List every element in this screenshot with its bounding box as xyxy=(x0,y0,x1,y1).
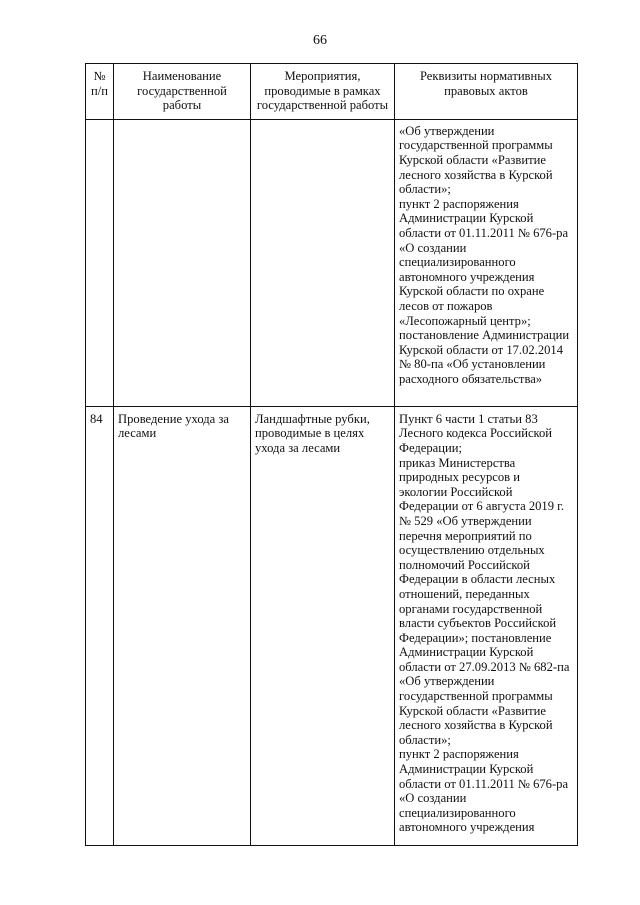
cell-text-line: «Лесопожарный центр»; xyxy=(399,313,531,328)
cell-text-line: Курской области по охране xyxy=(399,284,545,299)
cell-text-line: лесов от пожаров xyxy=(399,298,493,313)
header-text-line: Мероприятия, xyxy=(284,69,361,83)
cell-text-line: осуществлению отдельных xyxy=(399,543,545,558)
cell-text-line: «О создании xyxy=(399,791,467,806)
header-work-name xyxy=(114,64,251,120)
table-row xyxy=(86,406,578,845)
row-activities-cell xyxy=(251,406,395,845)
cell-text-line: органами государственной xyxy=(399,601,543,616)
cell-text-line: государственной программы xyxy=(399,138,553,153)
header-text-line: № xyxy=(93,69,106,83)
cell-text-line: приказ Министерства xyxy=(399,455,516,470)
cell-text-line: ухода за лесами xyxy=(255,440,341,455)
cell-text-line: Федерации»; постановление xyxy=(399,630,552,645)
cell-text-line: Администрации Курской xyxy=(399,645,534,660)
cell-text-line: Ландшафтные рубки, xyxy=(255,411,370,426)
cell-text-line: области»; xyxy=(399,732,451,747)
cell-text-line: лесного хозяйства в Курской xyxy=(399,718,553,733)
cell-text-line: государственной программы xyxy=(399,689,553,704)
header-regulatory-acts xyxy=(395,64,578,120)
header-text-line: государственной работы xyxy=(256,98,389,113)
page-number: 66 xyxy=(313,33,327,48)
cell-text-line: Пункт 6 части 1 статьи 83 xyxy=(399,411,538,426)
row-acts-cell xyxy=(395,119,578,406)
cell-text-line: «Об утверждении xyxy=(399,123,495,138)
cell-text-line: расходного обязательства» xyxy=(399,371,543,386)
cell-text-line: № 529 «Об утверждении xyxy=(399,513,532,528)
cell-text-line: отношений, переданных xyxy=(399,586,530,601)
cell-text-line: Проведение ухода за xyxy=(118,411,229,426)
header-text-line: работы xyxy=(162,98,202,113)
row-work-name-cell xyxy=(114,406,251,845)
cell-text-line: Федерации; xyxy=(399,440,462,455)
header-number xyxy=(86,64,114,120)
cell-text-line: пункт 2 распоряжения xyxy=(399,747,519,762)
cell-text-line: лесного хозяйства в Курской xyxy=(399,167,553,182)
cell-text-line: Курской области «Развитие xyxy=(399,152,546,167)
table-row xyxy=(86,119,578,406)
header-text-line: п/п xyxy=(91,83,108,98)
cell-text-line: власти субъектов Российской xyxy=(399,616,557,631)
header-text-line: государственной xyxy=(137,83,227,98)
cell-text-line: Федерации в области лесных xyxy=(399,572,556,587)
row-number-cell xyxy=(86,119,114,406)
cell-text-line: автономного учреждения xyxy=(399,820,535,835)
row-work-name-cell xyxy=(114,119,251,406)
cell-text-line: Федерации от 6 августа 2019 г. xyxy=(399,499,565,514)
table-header-row xyxy=(86,64,578,120)
cell-text-line: автономного учреждения xyxy=(399,269,535,284)
row-number-cell: 84 xyxy=(86,406,114,845)
cell-text-line: области от 27.09.2013 № 682-па xyxy=(399,659,570,674)
regulatory-acts-table xyxy=(85,63,578,846)
cell-text-line: «О создании xyxy=(399,240,467,255)
header-text-line: проводимые в рамках xyxy=(264,83,381,98)
cell-text-line: специализированного xyxy=(399,805,516,820)
cell-text-line: полномочий Российской xyxy=(399,557,530,572)
cell-text-line: «Об утверждении xyxy=(399,674,495,689)
row-activities-cell xyxy=(251,119,395,406)
cell-text-line: постановление Администрации xyxy=(399,328,570,343)
header-text-line: Реквизиты нормативных xyxy=(419,69,553,83)
cell-text-line: области от 01.11.2011 № 676-ра xyxy=(399,776,569,791)
cell-text-line: № 80-па «Об установлении xyxy=(399,357,546,372)
header-activities xyxy=(251,64,395,120)
cell-text-line: экологии Российской xyxy=(399,484,513,499)
cell-text-line: области от 01.11.2011 № 676-ра xyxy=(399,225,569,240)
cell-text-line: проводимые в целях xyxy=(255,426,365,441)
header-text-line: Наименование xyxy=(142,69,222,83)
row-acts-cell xyxy=(395,406,578,845)
cell-text-line: лесами xyxy=(118,426,157,441)
cell-text-line: пункт 2 распоряжения xyxy=(399,196,519,211)
cell-text-line: Администрации Курской xyxy=(399,762,534,777)
cell-text-line: Курской области «Развитие xyxy=(399,703,546,718)
cell-text-line: специализированного xyxy=(399,255,516,270)
cell-text-line: природных ресурсов и xyxy=(399,470,520,485)
cell-text-line: Курской области от 17.02.2014 xyxy=(399,342,564,357)
cell-text-line: области»; xyxy=(399,182,451,197)
cell-text-line: перечня мероприятий по xyxy=(399,528,532,543)
cell-text-line: Администрации Курской xyxy=(399,211,534,226)
header-text-line: правовых актов xyxy=(444,83,528,98)
cell-text-line: Лесного кодекса Российской xyxy=(399,426,553,441)
